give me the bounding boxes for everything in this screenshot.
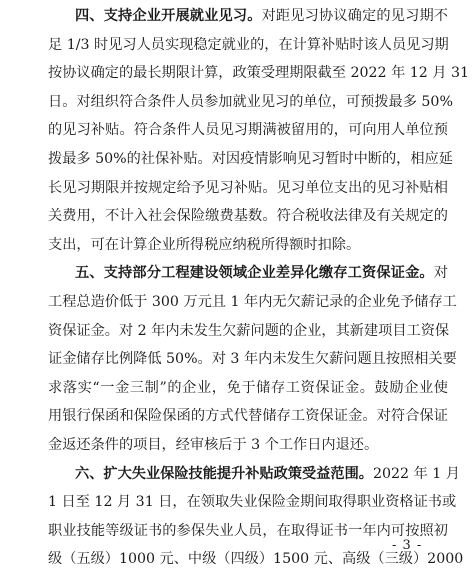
paragraph-line	[48, 460, 460, 489]
paragraph-line: 足 1/3 时见习人员实现稳定就业的，在计算补贴时该人员见习期	[48, 36, 449, 53]
paragraph-line: 关费用，不计入社会保险缴费基数。符合税收法律及有关规定的	[48, 208, 448, 225]
paragraph-line	[48, 2, 448, 31]
section-heading: 五、支持部分工程建设领域企业差异化缴存工资保证金。	[75, 265, 434, 282]
section-heading: 六、扩大失业保险技能提升补贴政策受益范围。	[75, 465, 373, 482]
paragraph-line: 工程总造价低于 300 万元且 1 年内无欠薪记录的企业免予储存工	[48, 293, 457, 310]
paragraph-line: 证金储存比例降低 50%。对 3 年内未发生欠薪问题且按照相关要	[48, 351, 457, 368]
paragraph-line: 资保证金。对 2 年内未发生欠薪问题的企业，其新建项目工资保	[48, 322, 450, 339]
paragraph-text: 2022 年 1 月	[372, 465, 460, 482]
paragraph-text: 对	[433, 265, 448, 282]
page-number: - 3 -	[392, 538, 423, 553]
paragraph-line: 级（五级）1000 元、中级（四级）1500 元、高级（三级）2000	[48, 551, 464, 568]
paragraph-line	[48, 259, 448, 288]
document-body	[48, 2, 470, 574]
paragraph-line: 求落实“一金三制”的企业，免于储存工资保证金。鼓励企业使	[48, 379, 448, 396]
paragraph-line: 按协议确定的最长期限计算，政策受理期限截至 2022 年 12 月 31	[48, 65, 470, 82]
paragraph-line: 日。对组织符合条件人员参加就业见习的单位，可预拨最多 50%	[48, 93, 453, 110]
paragraph-line: 职业技能等级证书的参保失业人员，在取得证书一年内可按照初	[48, 522, 448, 539]
paragraph-line: 1 日至 12 月 31 日，在领取失业保险金期间取得职业资格证书或	[48, 494, 457, 511]
paragraph-line: 的见习补贴。符合条件人员见习期满被留用的，可向用人单位预	[48, 122, 448, 139]
paragraph-line: 金返还条件的项目，经审核后于 3 个工作日内退还。	[48, 436, 379, 453]
paragraph-line: 拨最多 50%的社保补贴。对因疫情影响见习暂时中断的，相应延	[48, 150, 453, 167]
section-heading: 四、支持企业开展就业见习。	[75, 8, 262, 24]
paragraph-line: 长见习期限并按规定给予见习补贴。见习单位支出的见习补贴相	[48, 179, 448, 196]
paragraph-text: 对距见习协议确定的见习期不	[261, 8, 448, 24]
paragraph-line: 支出，可在计算企业所得税应纳税所得额时扣除。	[48, 236, 361, 253]
paragraph-line: 用银行保函和保险保函的方式代替储存工资保证金。对符合保证	[48, 408, 448, 425]
